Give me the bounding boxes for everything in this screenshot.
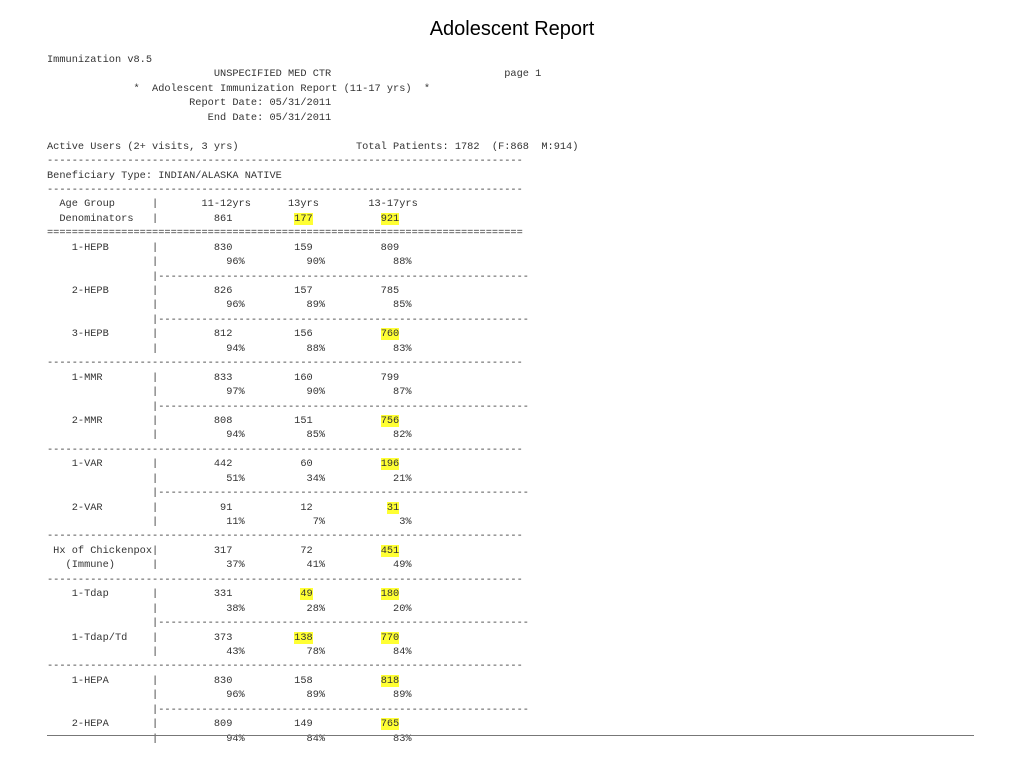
report-line xyxy=(47,688,578,702)
highlighted-value: 31 xyxy=(386,501,400,514)
report-text: End Date: 05/31/2011 xyxy=(47,111,332,124)
report-text: 2-VAR | 91 12 xyxy=(47,501,387,514)
report-line xyxy=(47,645,578,659)
report-text: * Adolescent Immunization Report (11-17 yrs) * xyxy=(47,82,431,95)
report-line xyxy=(47,169,578,183)
report-line xyxy=(47,111,578,125)
report-text: | 96% 90% 88% xyxy=(47,256,412,269)
report-line xyxy=(47,674,578,688)
bottom-divider xyxy=(47,735,974,736)
report-text: ----------------------------------------------------------------------------- xyxy=(47,155,523,168)
report-text: | 94% 85% 82% xyxy=(47,429,412,442)
report-text: 2-HEPB | 826 157 785 xyxy=(47,285,400,297)
report-text: 1-MMR | 833 160 799 xyxy=(47,371,400,384)
report-line xyxy=(47,529,578,543)
report-line xyxy=(47,659,578,673)
report-line xyxy=(47,457,578,471)
report-text: |------------------------------------------------------------ xyxy=(47,703,529,716)
report-line xyxy=(47,501,578,515)
report-text: |------------------------------------------------------------ xyxy=(47,400,529,413)
report-text: 1-Tdap/Td | 373 xyxy=(47,631,295,644)
report-line xyxy=(47,154,578,168)
report-line xyxy=(47,342,578,356)
report-line xyxy=(47,125,578,139)
report-text: (Immune) | 37% 41% 49% xyxy=(47,559,412,572)
report-text: |------------------------------------------------------------ xyxy=(47,487,529,500)
report-line xyxy=(47,717,578,731)
report-text: | 94% 84% 83% xyxy=(47,732,412,745)
report-text: Beneficiary Type: INDIAN/ALASKA NATIVE xyxy=(47,169,282,182)
report-text: ----------------------------------------------------------------------------- xyxy=(47,530,523,543)
report-line xyxy=(47,270,578,284)
highlighted-value: 765 xyxy=(380,718,400,731)
report-line xyxy=(47,67,578,81)
highlighted-value: 196 xyxy=(380,458,400,471)
report-line xyxy=(47,486,578,500)
report-line xyxy=(47,96,578,110)
report-text: |------------------------------------------------------------ xyxy=(47,313,529,326)
report-text: ----------------------------------------------------------------------------- xyxy=(47,573,523,586)
highlighted-value: 451 xyxy=(380,544,400,557)
report-text: Report Date: 05/31/2011 xyxy=(47,97,332,110)
report-line xyxy=(47,587,578,601)
page-title: Adolescent Report xyxy=(429,18,595,40)
highlighted-value: 770 xyxy=(380,631,400,644)
highlighted-value: 756 xyxy=(380,414,400,427)
report-text: | 94% 88% 83% xyxy=(47,342,412,355)
report-line xyxy=(47,212,578,226)
report-line xyxy=(47,313,578,327)
report-text: ----------------------------------------------------------------------------- xyxy=(47,357,523,370)
highlighted-value: 177 xyxy=(294,212,313,225)
report-text: | 96% 89% 89% xyxy=(47,689,412,702)
report-text: ----------------------------------------------------------------------------- xyxy=(47,443,523,456)
report-text: | 11% 7% 3% xyxy=(47,516,412,528)
report-text: |------------------------------------------------------------ xyxy=(47,270,529,283)
report-text: ----------------------------------------------------------------------------- xyxy=(47,660,523,673)
highlighted-value: 138 xyxy=(294,631,313,644)
report-text: 2-HEPA | 809 149 xyxy=(47,718,381,731)
report-line xyxy=(47,414,578,428)
report-text: 2-MMR | 808 151 xyxy=(47,414,381,427)
report-line xyxy=(47,443,578,457)
report-line xyxy=(47,371,578,385)
highlighted-value: 760 xyxy=(380,328,400,341)
report-line xyxy=(47,255,578,269)
highlighted-value: 49 xyxy=(300,588,313,601)
report-line xyxy=(47,82,578,96)
report-text: Active Users (2+ visits, 3 yrs) Total Patients: 1782 (F:868 M:914) xyxy=(47,140,579,153)
report-line xyxy=(47,53,578,67)
report-text xyxy=(313,632,381,644)
report-line xyxy=(47,602,578,616)
report-text: Age Group | 11-12yrs 13yrs 13-17yrs xyxy=(47,198,418,211)
highlighted-value: 818 xyxy=(380,674,400,687)
report-line xyxy=(47,631,578,645)
report-text: 1-Tdap | 331 xyxy=(47,588,301,601)
report-text: Immunization v8.5 xyxy=(47,54,153,66)
report-line xyxy=(47,356,578,370)
report-text: | 96% 89% 85% xyxy=(47,299,412,312)
report-text: UNSPECIFIED MED CTR page 1 xyxy=(47,68,542,81)
report-line xyxy=(47,616,578,630)
report-text: | 38% 28% 20% xyxy=(47,602,412,615)
report-body xyxy=(47,53,578,746)
report-line xyxy=(47,226,578,240)
report-line xyxy=(47,732,578,746)
report-line xyxy=(47,284,578,298)
report-line xyxy=(47,573,578,587)
report-text: 1-HEPB | 830 159 809 xyxy=(47,241,400,254)
report-text: |------------------------------------------------------------ xyxy=(47,617,529,630)
report-text: Hx of Chickenpox| 317 72 xyxy=(47,544,381,557)
report-text xyxy=(313,588,381,600)
report-text: ----------------------------------------------------------------------------- xyxy=(47,183,523,196)
report-text: Denominators | 861 xyxy=(47,212,295,225)
report-line xyxy=(47,183,578,197)
report-line xyxy=(47,544,578,558)
highlighted-value: 921 xyxy=(380,212,400,225)
report-line xyxy=(47,197,578,211)
report-text: | 51% 34% 21% xyxy=(47,472,412,485)
highlighted-value: 180 xyxy=(380,588,400,601)
report-text: 1-HEPA | 830 158 xyxy=(47,674,381,687)
report-line xyxy=(47,400,578,414)
report-line xyxy=(47,327,578,341)
report-line xyxy=(47,298,578,312)
report-text: ============================================================================= xyxy=(47,227,523,240)
report-line xyxy=(47,140,578,154)
report-line xyxy=(47,558,578,572)
report-line xyxy=(47,385,578,399)
report-line xyxy=(47,428,578,442)
report-line xyxy=(47,515,578,529)
report-line xyxy=(47,241,578,255)
report-line xyxy=(47,472,578,486)
report-text: | 43% 78% 84% xyxy=(47,645,412,658)
report-line xyxy=(47,703,578,717)
report-text: | 97% 90% 87% xyxy=(47,386,412,399)
report-text: 1-VAR | 442 60 xyxy=(47,458,381,471)
report-text xyxy=(313,213,381,225)
report-text: 3-HEPB | 812 156 xyxy=(47,328,381,341)
